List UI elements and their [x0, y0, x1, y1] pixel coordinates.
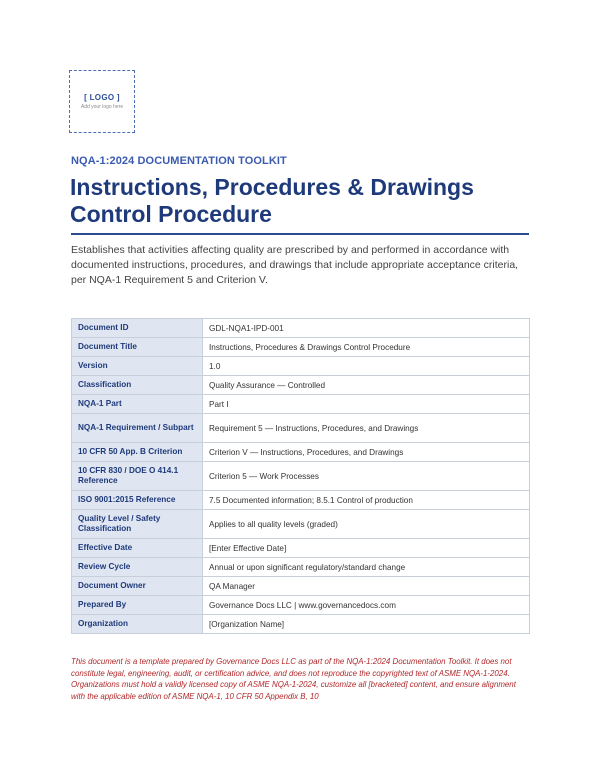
metadata-row [72, 357, 530, 376]
metadata-label: Document Title [72, 338, 203, 357]
metadata-label: 10 CFR 50 App. B Criterion [72, 443, 203, 462]
metadata-label: Organization [72, 615, 203, 634]
metadata-row [72, 462, 530, 491]
metadata-table-body [72, 319, 530, 634]
metadata-row [72, 491, 530, 510]
metadata-label: Version [72, 357, 203, 376]
metadata-value: Governance Docs LLC | www.governancedocs.com [203, 596, 530, 615]
page-title: Instructions, Procedures & Drawings Control Procedure [70, 174, 474, 227]
metadata-value: GDL-NQA1-IPD-001 [203, 319, 530, 338]
metadata-value: Instructions, Procedures & Drawings Control Procedure [203, 338, 530, 357]
metadata-row [72, 596, 530, 615]
document-summary: Establishes that activities affecting quality are prescribed by and performed in accordance with documented instructions, procedures, and drawings that include appropriate acceptance criteria, per NQA-1 Requirement 5 and Criterion V. [71, 244, 519, 286]
metadata-value: [Enter Effective Date] [203, 539, 530, 558]
metadata-value: Criterion V — Instructions, Procedures, and Drawings [203, 443, 530, 462]
metadata-row [72, 558, 530, 577]
metadata-label: Effective Date [72, 539, 203, 558]
metadata-value: 7.5 Documented information; 8.5.1 Control of production [203, 491, 530, 510]
metadata-value: Criterion 5 — Work Processes [203, 462, 530, 491]
metadata-row [72, 443, 530, 462]
metadata-value: 1.0 [203, 357, 530, 376]
metadata-label: ISO 9001:2015 Reference [72, 491, 203, 510]
logo-placeholder-text: [ LOGO ] [84, 93, 120, 102]
metadata-value: Part I [203, 395, 530, 414]
metadata-row [72, 577, 530, 596]
metadata-label: NQA-1 Part [72, 395, 203, 414]
metadata-label: Review Cycle [72, 558, 203, 577]
metadata-label: Document Owner [72, 577, 203, 596]
metadata-row [72, 395, 530, 414]
metadata-row [72, 319, 530, 338]
logo-hint-text: Add your logo here [80, 104, 124, 110]
metadata-label: Classification [72, 376, 203, 395]
metadata-value: Requirement 5 — Instructions, Procedures, and Drawings [203, 414, 530, 443]
disclaimer-text: This document is a template prepared by Governance Docs LLC as part of the NQA-1:2024 Documentation Toolkit. It does not constitute legal, engineering, audit, or certification advice, and does not reproduce the copyrighted text of ASME NQA-1-2024. Organizations must hold a validly licensed copy of ASME NQA-1-2024, customize all [bracketed] content, and ensure alignment with the applicable edition of ASME NQA-1, 10 CFR 50 Appendix B, 10 [71, 657, 516, 701]
metadata-row [72, 376, 530, 395]
metadata-value: Quality Assurance — Controlled [203, 376, 530, 395]
metadata-label: NQA-1 Requirement / Subpart [72, 414, 203, 443]
metadata-row [72, 510, 530, 539]
document-metadata-table [71, 318, 530, 634]
metadata-value: Applies to all quality levels (graded) [203, 510, 530, 539]
toolkit-label: NQA-1:2024 DOCUMENTATION TOOLKIT [71, 155, 287, 167]
metadata-row [72, 615, 530, 634]
metadata-value: Annual or upon significant regulatory/standard change [203, 558, 530, 577]
metadata-row [72, 414, 530, 443]
metadata-value: QA Manager [203, 577, 530, 596]
title-divider [71, 233, 529, 235]
logo-placeholder [69, 70, 135, 133]
metadata-label: Prepared By [72, 596, 203, 615]
metadata-value: [Organization Name] [203, 615, 530, 634]
metadata-label: 10 CFR 830 / DOE O 414.1 Reference [72, 462, 203, 491]
metadata-row [72, 539, 530, 558]
metadata-row [72, 338, 530, 357]
metadata-label: Document ID [72, 319, 203, 338]
metadata-label: Quality Level / Safety Classification [72, 510, 203, 539]
